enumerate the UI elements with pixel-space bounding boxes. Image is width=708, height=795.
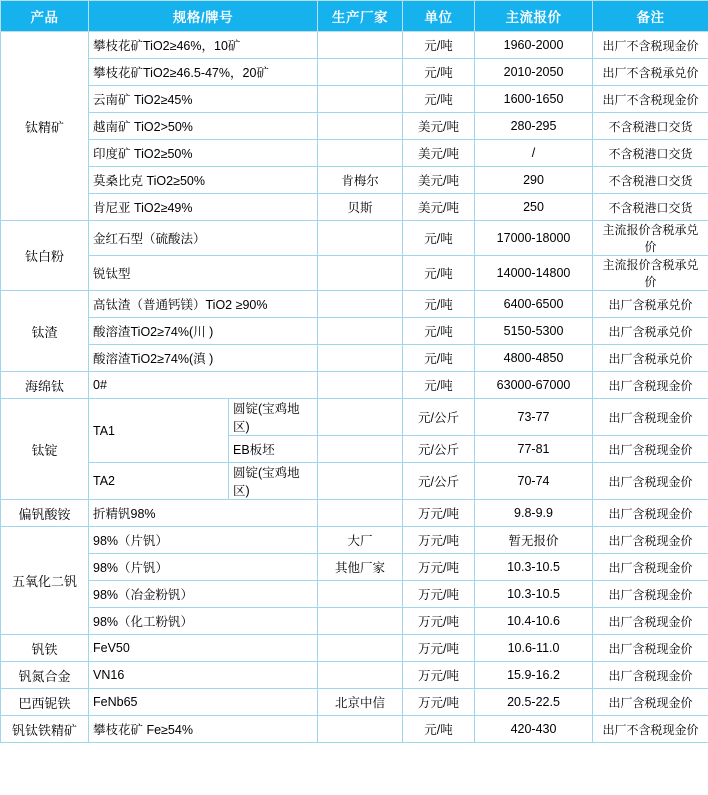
table-row	[1, 608, 708, 635]
unit-cell: 元/吨	[403, 291, 475, 318]
unit-cell: 美元/吨	[403, 113, 475, 140]
product-cell: 钛渣	[1, 291, 89, 372]
remark-cell: 出厂含税现金价	[593, 527, 708, 554]
unit-cell: 元/公斤	[403, 436, 475, 463]
price-cell: 1600-1650	[475, 86, 593, 113]
price-cell: 5150-5300	[475, 318, 593, 345]
price-cell: 9.8-9.9	[475, 500, 593, 527]
column-header-product: 产品	[1, 1, 89, 32]
manufacturer-cell: 贝斯	[318, 194, 403, 221]
price-cell: /	[475, 140, 593, 167]
table-row	[1, 635, 708, 662]
table-row	[1, 527, 708, 554]
price-cell: 10.3-10.5	[475, 581, 593, 608]
remark-cell: 出厂含税现金价	[593, 500, 708, 527]
unit-cell: 万元/吨	[403, 635, 475, 662]
product-cell: 偏钒酸铵	[1, 500, 89, 527]
remark-cell: 出厂含税承兑价	[593, 291, 708, 318]
column-header-manufacturer: 生产厂家	[318, 1, 403, 32]
price-cell: 10.4-10.6	[475, 608, 593, 635]
table-row	[1, 399, 708, 436]
table-row	[1, 500, 708, 527]
remark-cell: 出厂不含税现金价	[593, 716, 708, 743]
spec-cell: 印度矿 TiO2≥50%	[89, 140, 318, 167]
spec-cell: 金红石型（硫酸法）	[89, 221, 318, 256]
remark-cell: 出厂含税现金价	[593, 372, 708, 399]
unit-cell: 万元/吨	[403, 581, 475, 608]
spec-cell: TA2	[89, 463, 229, 500]
price-cell: 10.3-10.5	[475, 554, 593, 581]
spec-cell: 云南矿 TiO2≥45%	[89, 86, 318, 113]
column-header-unit: 单位	[403, 1, 475, 32]
table-row	[1, 463, 708, 500]
product-cell: 五氧化二钒	[1, 527, 89, 635]
unit-cell: 万元/吨	[403, 527, 475, 554]
price-cell: 77-81	[475, 436, 593, 463]
table-row	[1, 554, 708, 581]
price-cell: 暂无报价	[475, 527, 593, 554]
manufacturer-cell	[318, 256, 403, 291]
product-cell: 钒铁	[1, 635, 89, 662]
remark-cell: 不含税港口交货	[593, 167, 708, 194]
price-cell: 63000-67000	[475, 372, 593, 399]
price-cell: 70-74	[475, 463, 593, 500]
remark-cell: 出厂含税现金价	[593, 662, 708, 689]
spec-cell: FeV50	[89, 635, 318, 662]
manufacturer-cell	[318, 291, 403, 318]
unit-cell: 元/吨	[403, 32, 475, 59]
unit-cell: 元/公斤	[403, 399, 475, 436]
unit-cell: 元/吨	[403, 345, 475, 372]
remark-cell: 主流报价含税承兑价	[593, 221, 708, 256]
table-row	[1, 194, 708, 221]
unit-cell: 万元/吨	[403, 689, 475, 716]
price-cell: 15.9-16.2	[475, 662, 593, 689]
manufacturer-cell	[318, 113, 403, 140]
price-cell: 2010-2050	[475, 59, 593, 86]
unit-cell: 万元/吨	[403, 608, 475, 635]
manufacturer-cell	[318, 399, 403, 436]
unit-cell: 元/吨	[403, 86, 475, 113]
manufacturer-cell: 其他厂家	[318, 554, 403, 581]
spec-cell: 莫桑比克 TiO2≥50%	[89, 167, 318, 194]
spec-cell: 肯尼亚 TiO2≥49%	[89, 194, 318, 221]
spec-sub-cell: 圆锭(宝鸡地区)	[229, 399, 318, 436]
table-row	[1, 689, 708, 716]
manufacturer-cell: 大厂	[318, 527, 403, 554]
unit-cell: 万元/吨	[403, 500, 475, 527]
table-row	[1, 221, 708, 256]
price-cell: 14000-14800	[475, 256, 593, 291]
column-header-remark: 备注	[593, 1, 708, 32]
manufacturer-cell: 肯梅尔	[318, 167, 403, 194]
table-row	[1, 32, 708, 59]
remark-cell: 出厂含税现金价	[593, 463, 708, 500]
column-header-price: 主流报价	[475, 1, 593, 32]
manufacturer-cell	[318, 635, 403, 662]
unit-cell: 美元/吨	[403, 167, 475, 194]
spec-cell: 98%（片钒）	[89, 527, 318, 554]
spec-cell: 锐钛型	[89, 256, 318, 291]
unit-cell: 元/吨	[403, 318, 475, 345]
table-row	[1, 716, 708, 743]
spec-cell: 攀枝花矿TiO2≥46%，10矿	[89, 32, 318, 59]
price-cell: 10.6-11.0	[475, 635, 593, 662]
table-row	[1, 140, 708, 167]
manufacturer-cell	[318, 318, 403, 345]
spec-sub-cell: EB板坯	[229, 436, 318, 463]
price-cell: 290	[475, 167, 593, 194]
manufacturer-cell	[318, 32, 403, 59]
table-row	[1, 345, 708, 372]
price-cell: 6400-6500	[475, 291, 593, 318]
remark-cell: 出厂含税承兑价	[593, 345, 708, 372]
spec-cell: 攀枝花矿 Fe≥54%	[89, 716, 318, 743]
remark-cell: 出厂不含税现金价	[593, 32, 708, 59]
spec-cell: 0#	[89, 372, 318, 399]
spec-cell: 98%（化工粉钒）	[89, 608, 318, 635]
manufacturer-cell	[318, 500, 403, 527]
table-row	[1, 59, 708, 86]
manufacturer-cell	[318, 608, 403, 635]
price-cell: 280-295	[475, 113, 593, 140]
price-cell: 420-430	[475, 716, 593, 743]
table-row	[1, 372, 708, 399]
spec-cell: 98%（冶金粉钒）	[89, 581, 318, 608]
table-header-row	[1, 1, 708, 32]
remark-cell: 出厂含税现金价	[593, 399, 708, 436]
price-cell: 20.5-22.5	[475, 689, 593, 716]
remark-cell: 出厂含税现金价	[593, 608, 708, 635]
table-row	[1, 581, 708, 608]
product-cell: 钒钛铁精矿	[1, 716, 89, 743]
price-cell: 1960-2000	[475, 32, 593, 59]
manufacturer-cell: 北京中信	[318, 689, 403, 716]
manufacturer-cell	[318, 140, 403, 167]
product-cell: 海绵钛	[1, 372, 89, 399]
table-row	[1, 167, 708, 194]
spec-cell: 越南矿 TiO2>50%	[89, 113, 318, 140]
unit-cell: 元/吨	[403, 59, 475, 86]
remark-cell: 出厂含税现金价	[593, 554, 708, 581]
remark-cell: 不含税港口交货	[593, 194, 708, 221]
table-row	[1, 256, 708, 291]
manufacturer-cell	[318, 716, 403, 743]
manufacturer-cell	[318, 372, 403, 399]
manufacturer-cell	[318, 436, 403, 463]
remark-cell: 不含税港口交货	[593, 113, 708, 140]
table-row	[1, 86, 708, 113]
spec-cell: TA1	[89, 399, 229, 463]
table-row	[1, 291, 708, 318]
column-header-spec: 规格/牌号	[89, 1, 318, 32]
product-cell: 钛精矿	[1, 32, 89, 221]
manufacturer-cell	[318, 581, 403, 608]
table-row	[1, 318, 708, 345]
manufacturer-cell	[318, 345, 403, 372]
remark-cell: 出厂含税承兑价	[593, 318, 708, 345]
price-cell: 250	[475, 194, 593, 221]
unit-cell: 元/吨	[403, 221, 475, 256]
footer-space	[0, 743, 708, 795]
remark-cell: 主流报价含税承兑价	[593, 256, 708, 291]
manufacturer-cell	[318, 463, 403, 500]
product-cell: 钛锭	[1, 399, 89, 500]
price-cell: 17000-18000	[475, 221, 593, 256]
product-cell: 巴西铌铁	[1, 689, 89, 716]
unit-cell: 元/公斤	[403, 463, 475, 500]
product-cell: 钛白粉	[1, 221, 89, 291]
table-header	[1, 1, 708, 32]
price-cell: 4800-4850	[475, 345, 593, 372]
spec-cell: VN16	[89, 662, 318, 689]
remark-cell: 出厂含税现金价	[593, 436, 708, 463]
price-cell: 73-77	[475, 399, 593, 436]
remark-cell: 出厂含税现金价	[593, 581, 708, 608]
manufacturer-cell	[318, 86, 403, 113]
product-cell: 钒氮合金	[1, 662, 89, 689]
unit-cell: 元/吨	[403, 716, 475, 743]
table-body	[1, 32, 708, 743]
spec-cell: 酸溶渣TiO2≥74%(川 )	[89, 318, 318, 345]
table-row	[1, 113, 708, 140]
spec-cell: 98%（片钒）	[89, 554, 318, 581]
table-row	[1, 662, 708, 689]
unit-cell: 元/吨	[403, 256, 475, 291]
unit-cell: 万元/吨	[403, 662, 475, 689]
remark-cell: 出厂不含税现金价	[593, 86, 708, 113]
remark-cell: 出厂含税现金价	[593, 635, 708, 662]
spec-cell: 攀枝花矿TiO2≥46.5-47%，20矿	[89, 59, 318, 86]
unit-cell: 美元/吨	[403, 194, 475, 221]
spec-sub-cell: 圆锭(宝鸡地区)	[229, 463, 318, 500]
remark-cell: 出厂含税现金价	[593, 689, 708, 716]
manufacturer-cell	[318, 662, 403, 689]
remark-cell: 出厂不含税承兑价	[593, 59, 708, 86]
spec-cell: 高钛渣（普通钙镁）TiO2 ≥90%	[89, 291, 318, 318]
unit-cell: 万元/吨	[403, 554, 475, 581]
unit-cell: 元/吨	[403, 372, 475, 399]
spec-cell: 折精钒98%	[89, 500, 318, 527]
spec-cell: FeNb65	[89, 689, 318, 716]
spec-cell: 酸溶渣TiO2≥74%(滇 )	[89, 345, 318, 372]
remark-cell: 不含税港口交货	[593, 140, 708, 167]
manufacturer-cell	[318, 221, 403, 256]
manufacturer-cell	[318, 59, 403, 86]
unit-cell: 美元/吨	[403, 140, 475, 167]
